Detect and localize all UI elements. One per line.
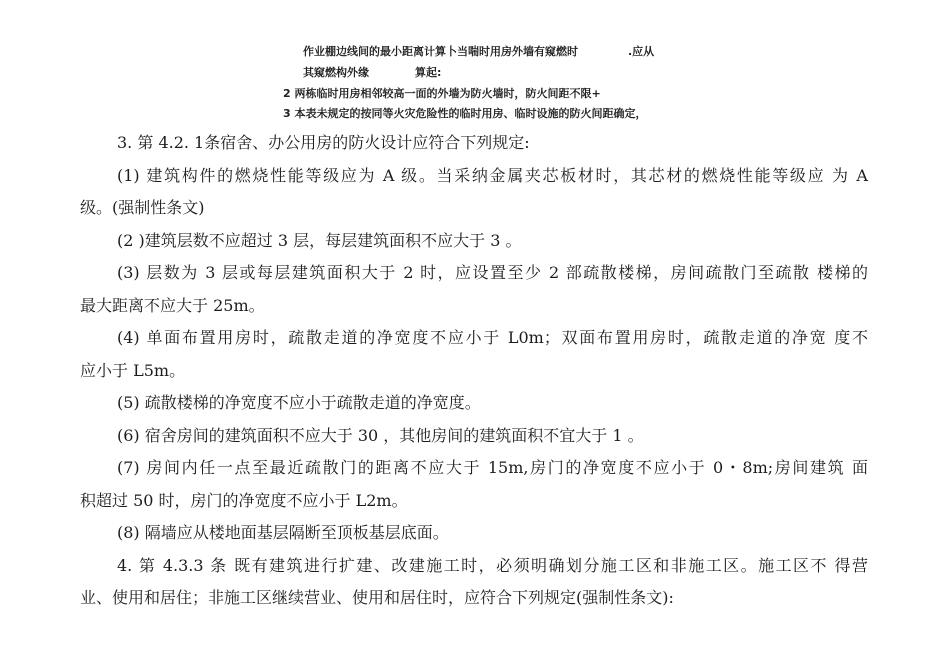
body-text — [80, 127, 868, 615]
paragraph-line: (3) 层数为 3 层或每层建筑面积大于 2 时，应设置至少 2 部疏散楼梯，房间疏散门至疏散 楼梯的 — [117, 263, 868, 282]
note-line-2-tail: 算起: — [415, 66, 442, 79]
paragraph-line: 积超过 50 时，房门的净宽度不应小于 L2m。 — [80, 490, 408, 510]
paragraph-line: 应小于 L5m。 — [80, 360, 186, 380]
note-line-1: 作业棚边线间的最小距离计算卜当喘时用房外墙有窥燃时 — [303, 45, 578, 58]
paragraph-line: (4) 单面布置用房时，疏散走道的净宽度不应小于 L0m；双面布置用房时，疏散走道的净宽 度不 — [117, 328, 868, 347]
note-line-3: 2 两栋临时用房相邻较高一面的外墙为防火墙时，防火间距不限+ — [283, 87, 601, 100]
clause-heading-4-2-1: 3. 第 4.2. 1条宿舍、办公用房的防火设计应符合下列规定: — [117, 133, 530, 152]
paragraph-line: (5) 疏散楼梯的净宽度不应小于疏散走道的净宽度。 — [117, 393, 481, 412]
paragraph-line: (7) 房间内任一点至最近疏散门的距离不应大于 15m,房门的净宽度不应小于 0・8m;房间建筑 面 — [117, 458, 868, 477]
paragraph-line: 最大距离不应大于 25m。 — [80, 295, 265, 315]
paragraph-line: (2 )建筑层数不应超过 3 层，每层建筑面积不应大于 3 。 — [117, 230, 522, 250]
paragraph-line: 级。(强制性条文) — [80, 198, 205, 217]
paragraph-line: (6) 宿舍房间的建筑面积不应大于 30 ，其他房间的建筑面积不宜大于 1 。 — [117, 425, 644, 445]
note-line-4: 3 本表未规定的按同等火灾危险性的临时用房、临时设施的防火间距确定， — [283, 107, 647, 120]
note-line-2: 其窥燃构外缘 — [303, 66, 369, 79]
paragraph-line: 业、使用和居住；非施工区继续营业、使用和居住时，应符合下列规定(强制性条文): — [80, 588, 674, 607]
note-line-1-tail: .应从 — [628, 45, 655, 58]
clause-heading-4-3-3: 4. 第 4.3.3 条 既有建筑进行扩建、改建施工时，必须明确划分施工区和非施工区。施工区不 得营 — [117, 555, 868, 575]
paragraph-line: (8) 隔墙应从楼地面基层隔断至顶板基层底面。 — [117, 523, 449, 542]
paragraph-line: (1) 建筑构件的燃烧性能等级应为 A 级。当采纳金属夹芯板材时，其芯材的燃烧性能等级应 为 A — [117, 165, 868, 185]
